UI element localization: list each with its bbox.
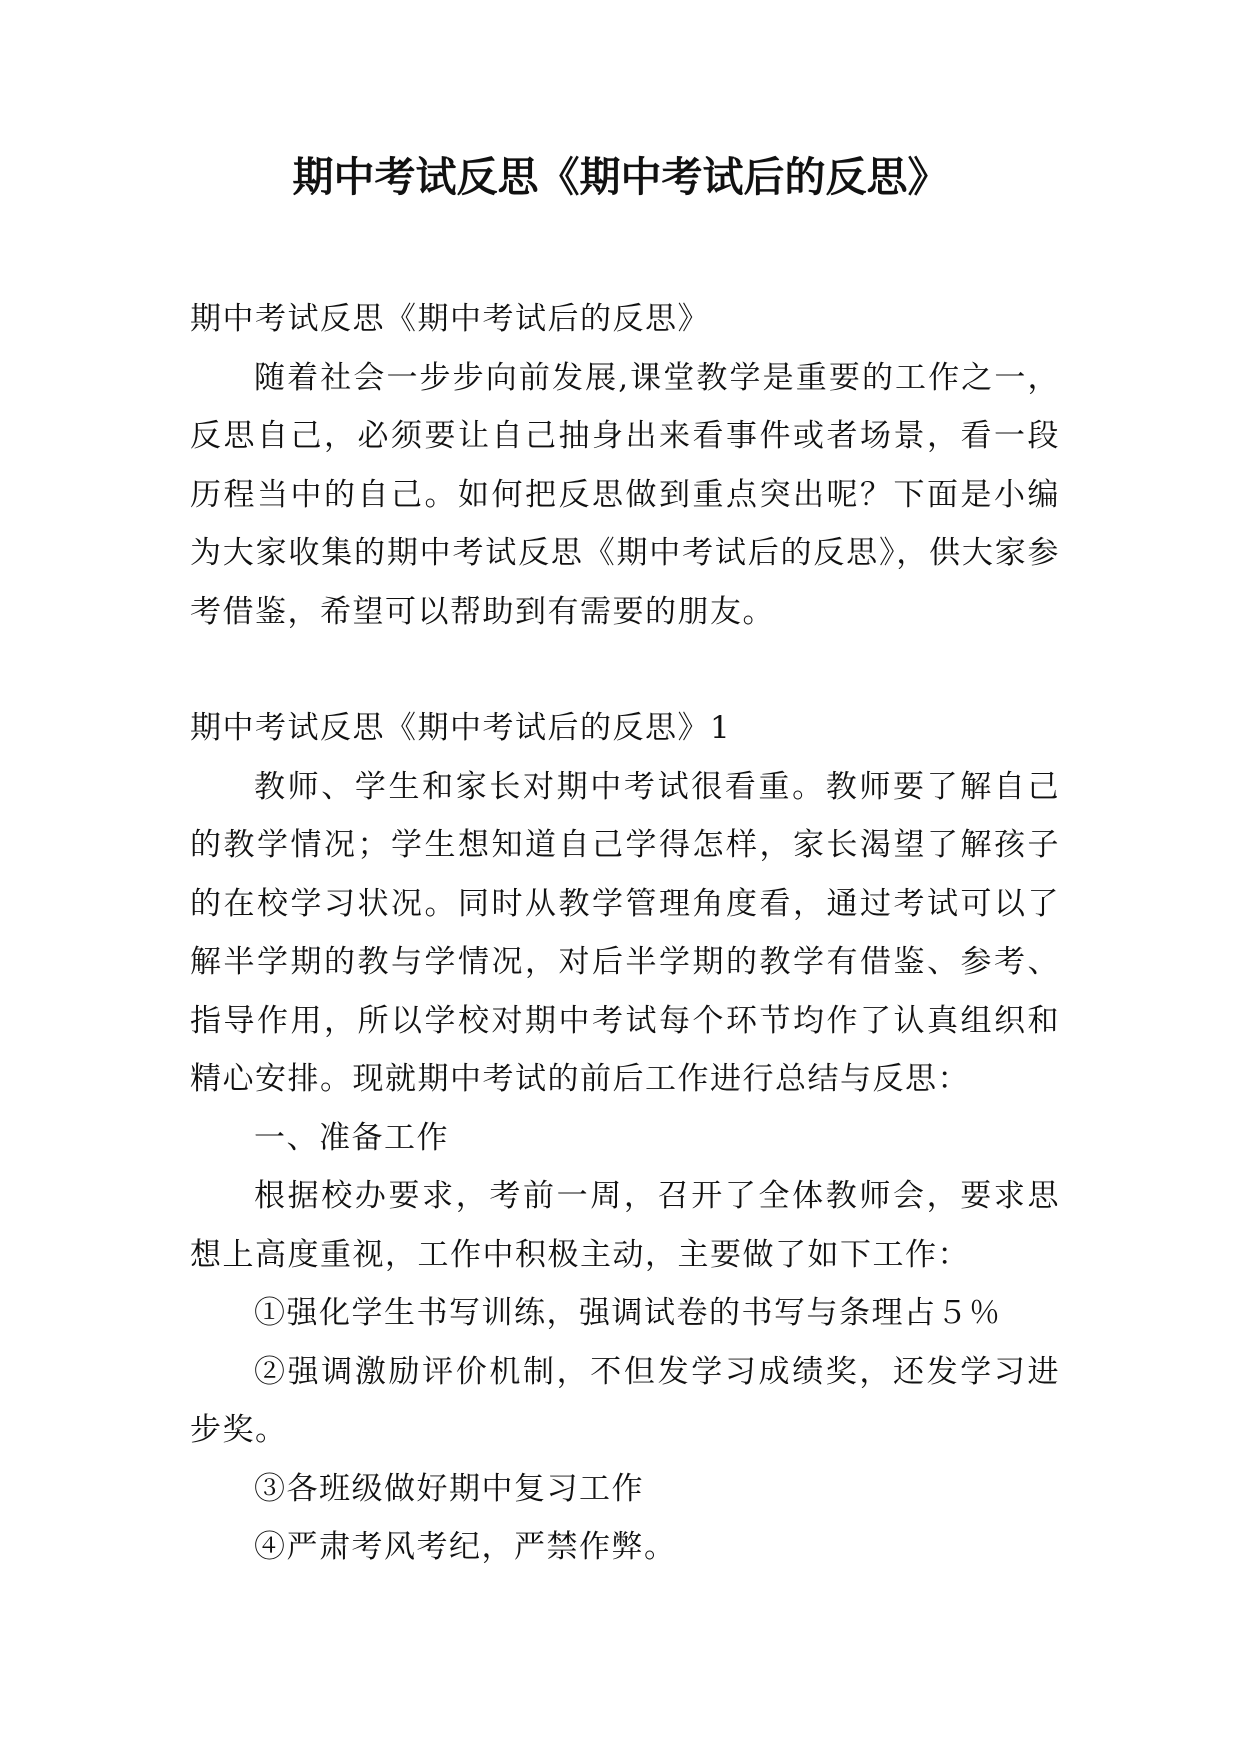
document-body [190, 290, 1060, 1577]
document-title: 期中考试反思《期中考试后的反思》 [292, 153, 949, 201]
list-item: ④严肃考风考纪，严禁作弊。 [254, 1529, 677, 1565]
part-heading: 一、准备工作 [254, 1119, 449, 1156]
list-item: ②强调激励评价机制，不但发学习成绩奖，还发学习进步奖。 [190, 1353, 1060, 1448]
section-paragraph: 教师、学生和家长对期中考试很看重。教师要了解自己的教学情况；学生想知道自己学得怎样，家长渴望了解孩子的在校学习状况。同时从教学管理角度看，通过考试可以了解半学期的教与学情况，对后半学期的教学有借鉴、参考、指导作用，所以学校对期中考试每个环节均作了认真组织和精心安排。现就期中考试的前后工作进行总结与反思： [190, 768, 1060, 1097]
intro-paragraph: 随着社会一步步向前发展,课堂教学是重要的工作之一，反思自己，必须要让自己抽身出来看事件或者场景，看一段历程当中的自己。如何把反思做到重点突出呢？下面是小编为大家收集的期中考试反思《期中考试后的反思》，供大家参考借鉴，希望可以帮助到有需要的朋友。 [190, 359, 1060, 630]
list-item: ①强化学生书写训练，强调试卷的书写与条理占５％ [254, 1295, 1002, 1331]
list-item: ③各班级做好期中复习工作 [254, 1470, 644, 1507]
part-paragraph: 根据校办要求，考前一周，召开了全体教师会，要求思想上高度重视，工作中积极主动，主要做了如下工作： [190, 1178, 1060, 1273]
intro-heading: 期中考试反思《期中考试后的反思》 [190, 301, 710, 337]
paragraph-gap [190, 641, 1060, 699]
section-heading: 期中考试反思《期中考试后的反思》1 [190, 710, 732, 746]
